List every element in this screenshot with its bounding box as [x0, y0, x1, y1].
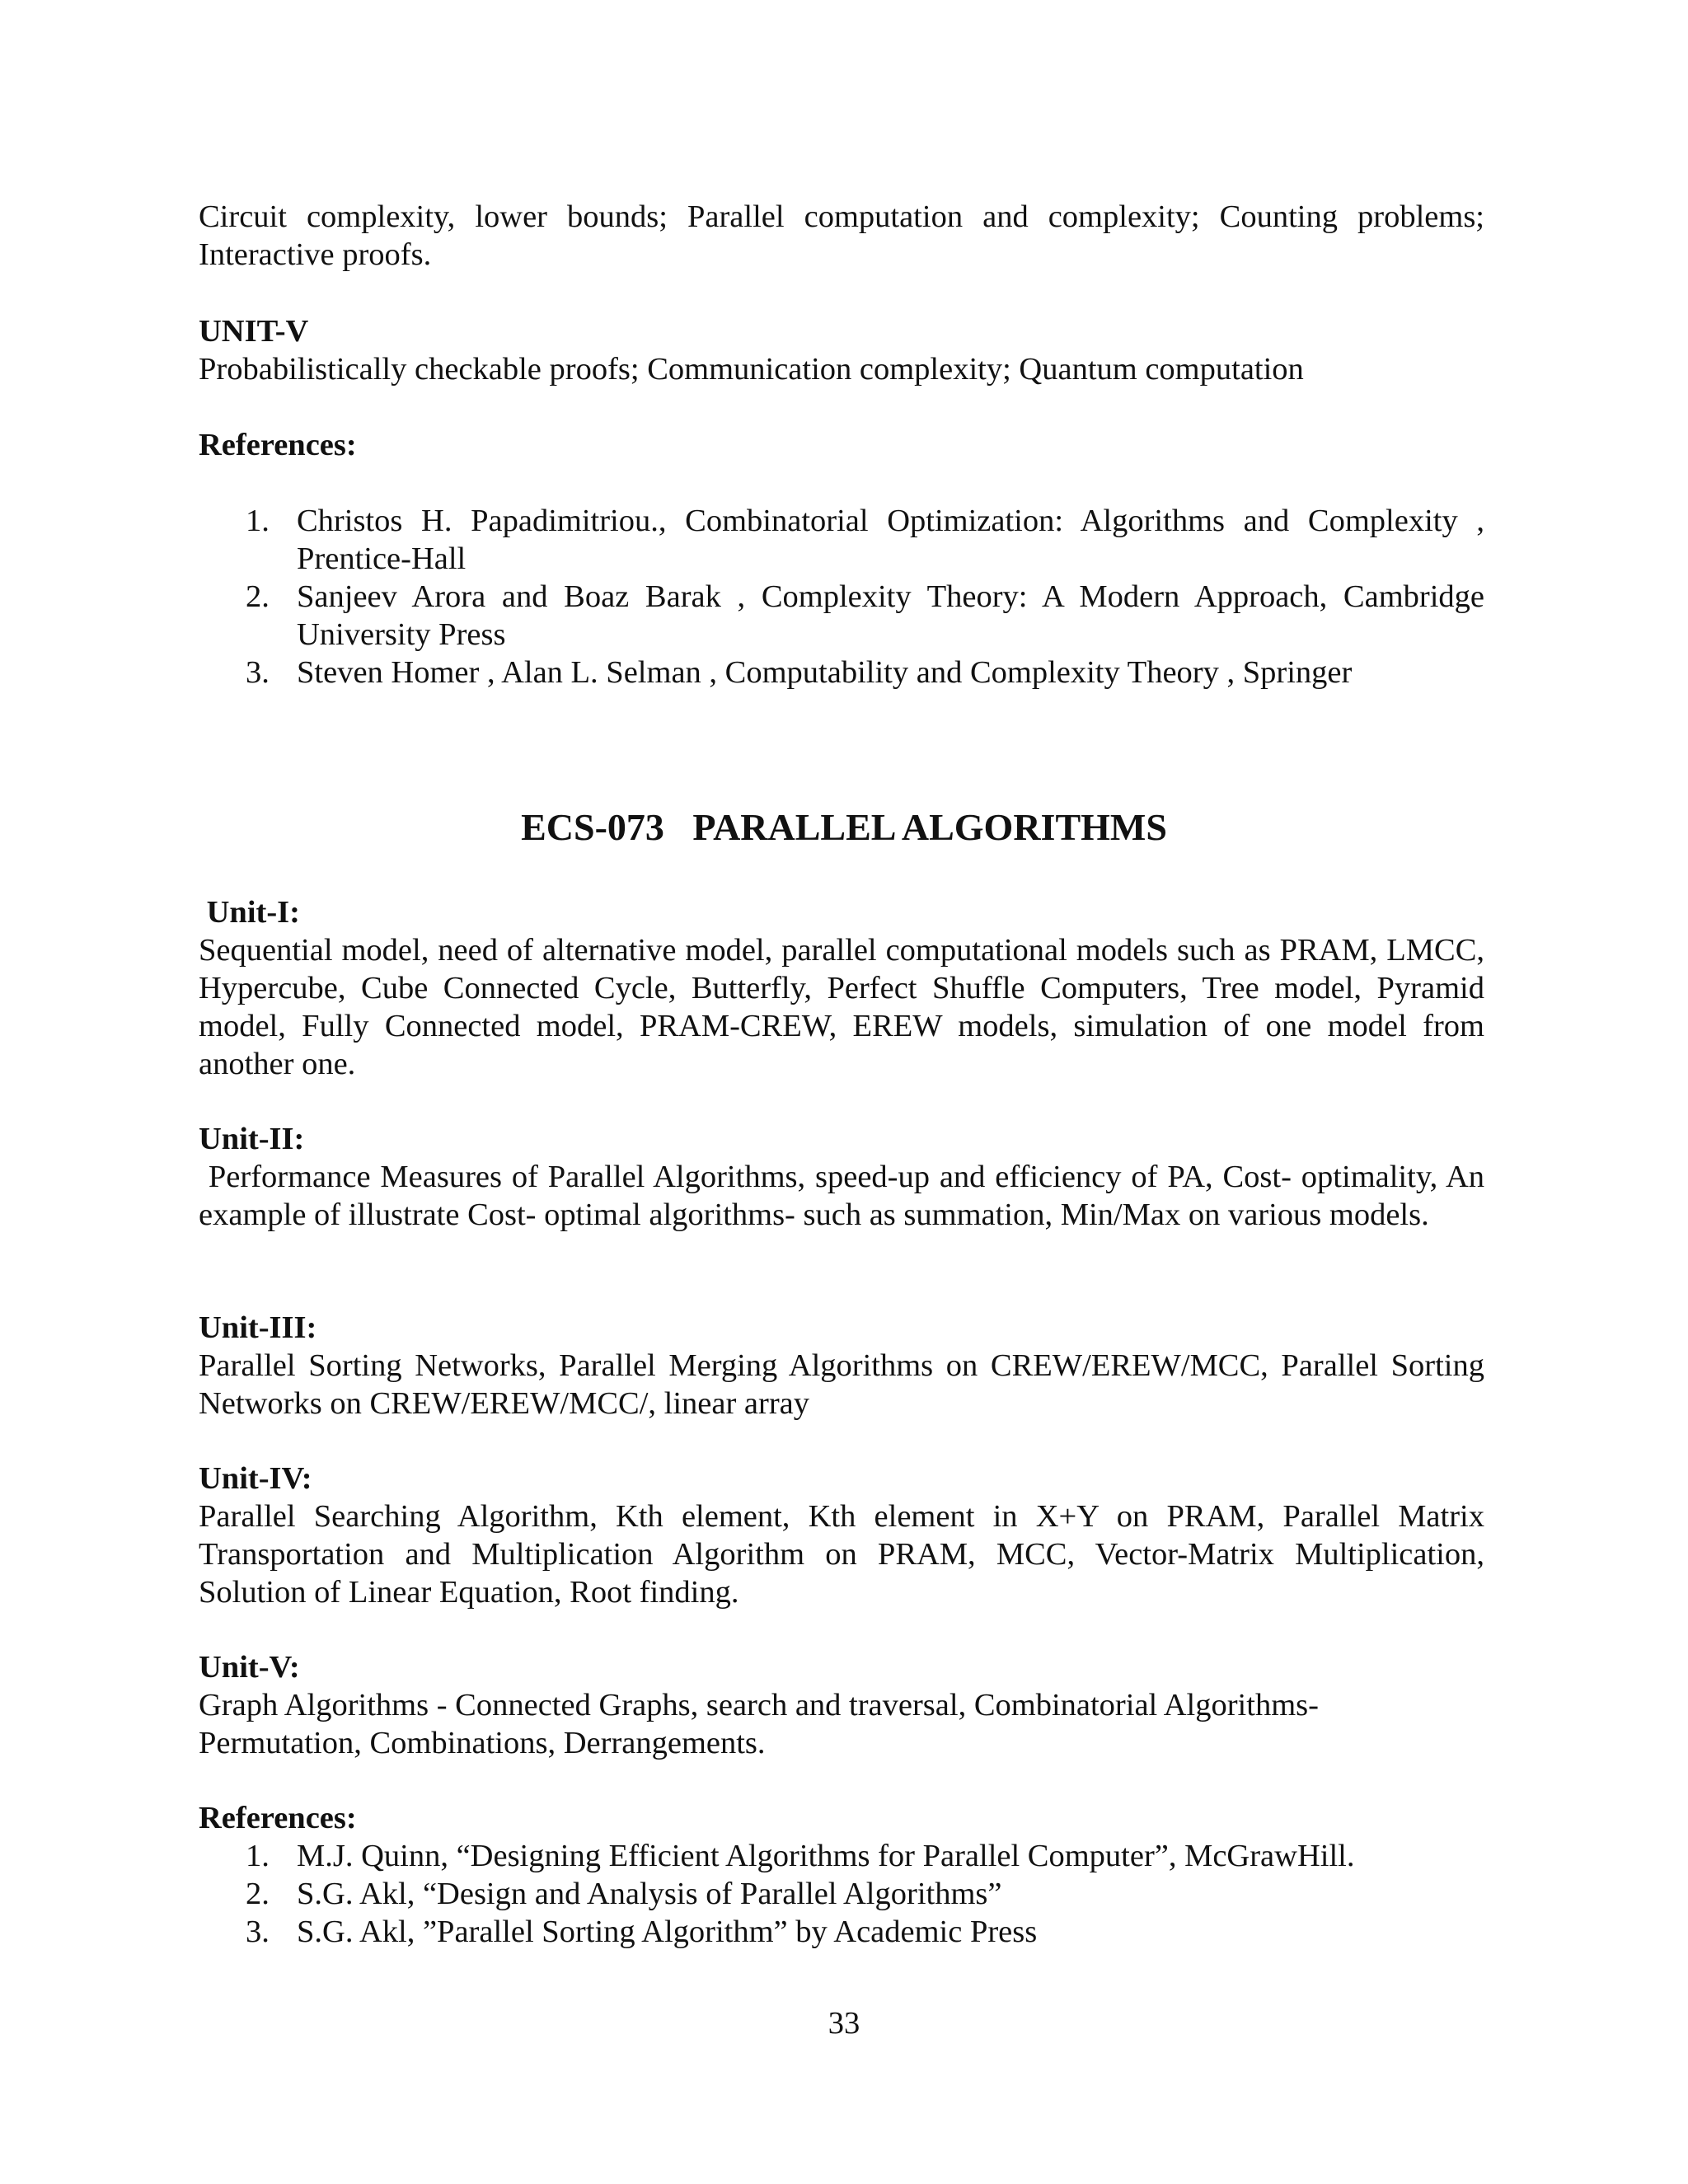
list-item: [199, 1913, 1484, 1951]
unit-v-prev-text: Probabilistically checkable proofs; Communication complexity; Quantum computation: [199, 352, 1304, 387]
reference-text: M.J. Quinn, “Designing Efficient Algorithms for Parallel Computer”, McGrawHill.: [297, 1839, 1355, 1873]
list-item: [199, 1875, 1484, 1913]
list-number: 2.: [246, 1877, 270, 1911]
unit-2-heading: Unit-II:: [199, 1122, 305, 1156]
list-number: 1.: [246, 504, 270, 538]
reference-text: Sanjeev Arora and Boaz Barak , Complexity Theory: A Modern Approach, Cambridge University Press: [297, 579, 1484, 652]
unit-5-text: [199, 1686, 1484, 1762]
unit-5-heading: Unit-V:: [199, 1650, 300, 1685]
list-number: 2.: [246, 579, 270, 614]
list-item: [199, 578, 1484, 654]
page-number: 33: [828, 2006, 860, 2041]
list-number: 3.: [246, 655, 270, 690]
unit-3-heading: Unit-III:: [199, 1310, 317, 1345]
unit-5-text-line-1: Graph Algorithms - Connected Graphs, search and traversal, Combinatorial Algorithms-: [199, 1688, 1319, 1722]
references-heading: References:: [199, 1801, 357, 1835]
list-number: 1.: [246, 1839, 270, 1873]
reference-text: S.G. Akl, “Design and Analysis of Parallel Algorithms”: [297, 1877, 1002, 1911]
intro-paragraph: Circuit complexity, lower bounds; Parallel computation and complexity; Counting problems; Interactive proofs.: [199, 199, 1484, 272]
list-item: [199, 654, 1484, 691]
unit-1-heading: Unit-I:: [199, 895, 300, 930]
unit-2-text: Performance Measures of Parallel Algorithms, speed-up and efficiency of PA, Cost- optimality, An example of illustrate Cost- optimal algorithms- such as summation, Min/Max on various models.: [199, 1160, 1493, 1232]
reference-text: Christos H. Papadimitriou., Combinatorial Optimization: Algorithms and Complexity , Prentice-Hall: [297, 504, 1484, 576]
references-list: [199, 1837, 1484, 1951]
references-prev-heading: References:: [199, 428, 357, 462]
unit-4-text: Parallel Searching Algorithm, Kth element, Kth element in X+Y on PRAM, Parallel Matrix Transportation and Multiplication Algorithm on PRAM, MCC, Vector-Matrix Multiplication, Solution of Linear Equation, Root finding.: [199, 1499, 1484, 1610]
unit-v-prev-heading: UNIT-V: [199, 314, 309, 349]
course-title: ECS-073 PARALLEL ALGORITHMS: [521, 806, 1167, 848]
reference-text: Steven Homer , Alan L. Selman , Computability and Complexity Theory , Springer: [297, 655, 1353, 690]
references-prev-list: [199, 502, 1484, 691]
unit-1-text: Sequential model, need of alternative model, parallel computational models such as PRAM, LMCC, Hypercube, Cube Connected Cycle, Butterfly, Perfect Shuffle Computers, Tree model, Pyramid model, Fully Connected model, PRAM-CREW, EREW models, simulation of one model from another one.: [199, 933, 1484, 1081]
reference-text: S.G. Akl, ”Parallel Sorting Algorithm” by Academic Press: [297, 1915, 1038, 1949]
unit-3-text: Parallel Sorting Networks, Parallel Merging Algorithms on CREW/EREW/MCC, Parallel Sorting Networks on CREW/EREW/MCC/, linear array: [199, 1348, 1484, 1421]
list-item: [199, 1837, 1484, 1875]
unit-4-heading: Unit-IV:: [199, 1461, 312, 1496]
unit-5-text-line-2: Permutation, Combinations, Derrangements.: [199, 1726, 766, 1760]
list-item: [199, 502, 1484, 578]
list-number: 3.: [246, 1915, 270, 1949]
